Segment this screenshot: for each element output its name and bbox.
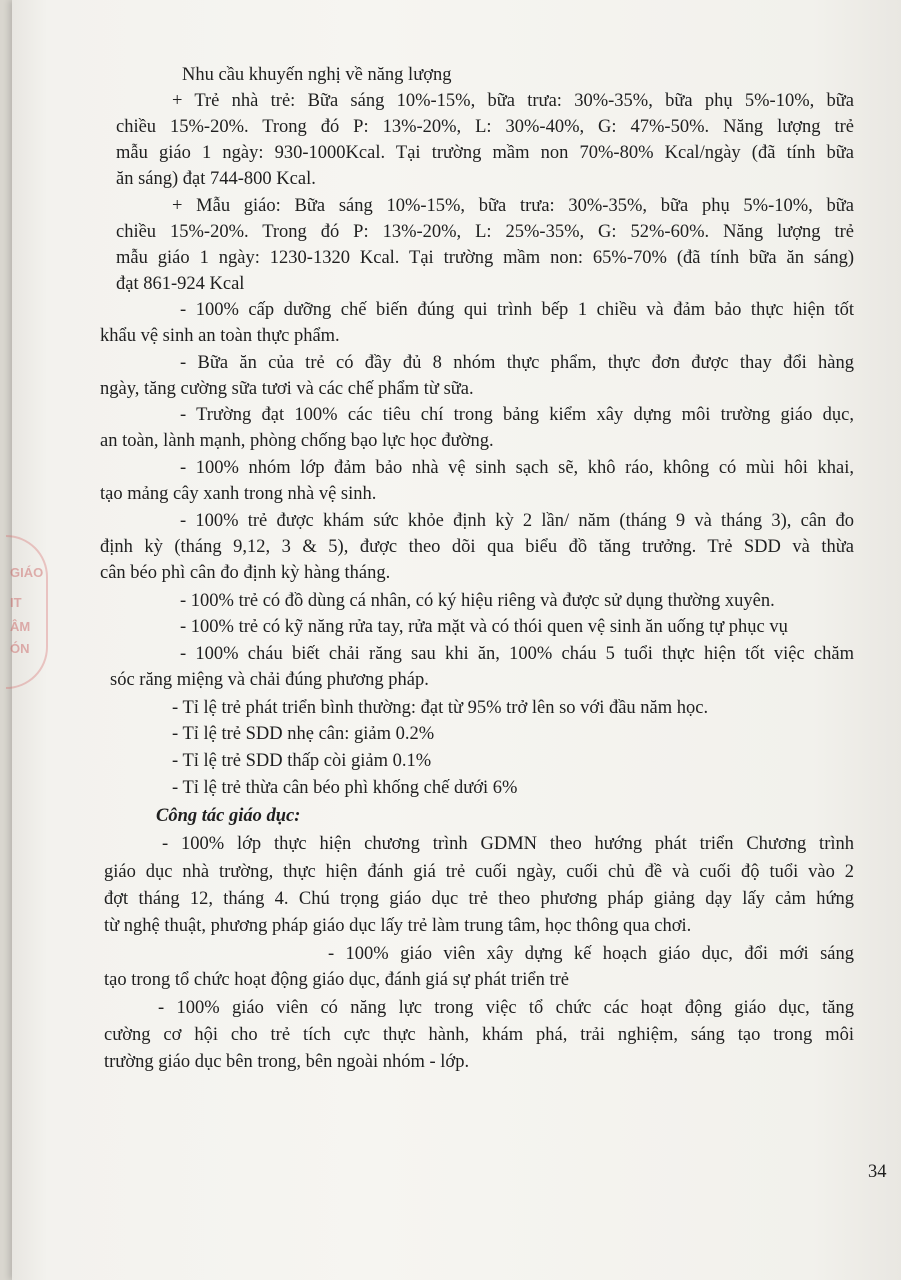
text-line: an toàn, lành mạnh, phòng chống bạo lực học đường.	[100, 431, 494, 451]
text-line: cân béo phì cân đo định kỳ hàng tháng.	[100, 563, 391, 583]
text-line: sóc răng miệng và chải đúng phương pháp.	[110, 670, 429, 690]
section-heading: Công tác giáo dục:	[156, 806, 301, 826]
text-line: - Bữa ăn của trẻ có đầy đủ 8 nhóm thực phẩm, thực đơn được thay đổi hàng	[180, 353, 854, 373]
stamp-text-4: ÓN	[10, 641, 30, 656]
text-line: ăn sáng) đạt 744-800 Kcal.	[116, 169, 316, 189]
text-line: khẩu vệ sinh an toàn thực phẩm.	[100, 326, 340, 346]
text-line: cường cơ hội cho trẻ tích cực thực hành, khám phá, trải nghiệm, sáng tạo trong môi	[104, 1025, 854, 1045]
text-line: đợt tháng 12, tháng 4. Chú trọng giáo dục trẻ theo phương pháp giảng dạy lấy cảm hứng	[104, 889, 854, 909]
text-line: - Tỉ lệ trẻ SDD nhẹ cân: giảm 0.2%	[172, 724, 435, 744]
text-line: Nhu cầu khuyến nghị về năng lượng	[182, 65, 452, 85]
text-line: mẫu giáo 1 ngày: 930-1000Kcal. Tại trường mầm non 70%-80% Kcal/ngày (đã tính bữa	[116, 143, 854, 163]
text-line: - 100% giáo viên có năng lực trong việc tổ chức các hoạt động giáo dục, tăng	[158, 998, 854, 1018]
text-line: ngày, tăng cường sữa tươi và các chế phẩm từ sữa.	[100, 379, 474, 399]
text-line: + Mẫu giáo: Bữa sáng 10%-15%, bữa trưa: 30%-35%, bữa phụ 5%-10%, bữa	[172, 196, 854, 216]
page-number: 34	[868, 1162, 887, 1182]
text-line: tạo trong tổ chức hoạt động giáo dục, đánh giá sự phát triển trẻ	[104, 970, 569, 990]
text-line: - 100% cháu biết chải răng sau khi ăn, 100% cháu 5 tuổi thực hiện tốt việc chăm	[180, 644, 854, 664]
text-line: định kỳ (tháng 9,12, 3 & 5), được theo dõi qua biểu đồ tăng trưởng. Trẻ SDD và thừa	[100, 537, 854, 557]
text-line: - 100% trẻ có kỹ năng rửa tay, rửa mặt và có thói quen vệ sinh ăn uống tự phục vụ	[180, 617, 788, 637]
text-line: - 100% cấp dưỡng chế biến đúng qui trình bếp 1 chiều và đảm bảo thực hiện tốt	[180, 300, 854, 320]
text-line: chiều 15%-20%. Trong đó P: 13%-20%, L: 30%-40%, G: 47%-50%. Năng lượng trẻ	[116, 117, 854, 137]
text-line: giáo dục nhà trường, thực hiện đánh giá trẻ cuối ngày, cuối chủ đề và cuối độ tuổi vào 2	[104, 862, 854, 882]
text-line: - Trường đạt 100% các tiêu chí trong bảng kiểm xây dựng môi trường giáo dục,	[180, 405, 854, 425]
text-line: - 100% trẻ được khám sức khỏe định kỳ 2 lần/ năm (tháng 9 và tháng 3), cân đo	[180, 511, 854, 531]
text-line: - 100% trẻ có đồ dùng cá nhân, có ký hiệu riêng và được sử dụng thường xuyên.	[180, 591, 775, 611]
stamp-text-3: ÂM	[10, 619, 31, 634]
text-line: tạo mảng cây xanh trong nhà vệ sinh.	[100, 484, 377, 504]
red-stamp	[6, 535, 48, 689]
document-page	[12, 0, 901, 1280]
text-line: - Tỉ lệ trẻ phát triển bình thường: đạt từ 95% trở lên so với đầu năm học.	[172, 698, 709, 718]
text-line: trường giáo dục bên trong, bên ngoài nhóm - lớp.	[104, 1052, 470, 1072]
text-line: - 100% lớp thực hiện chương trình GDMN theo hướng phát triển Chương trình	[162, 834, 854, 854]
text-line: mẫu giáo 1 ngày: 1230-1320 Kcal. Tại trường mầm non: 65%-70% (đã tính bữa ăn sáng)	[116, 248, 854, 268]
stamp-text-2: IT	[10, 595, 22, 610]
text-line: từ nghệ thuật, phương pháp giáo dục lấy trẻ làm trung tâm, học thông qua chơi.	[104, 916, 692, 936]
text-line: - 100% giáo viên xây dựng kế hoạch giáo dục, đổi mới sáng	[328, 944, 854, 964]
stamp-text-1: GIÁO	[10, 565, 44, 580]
text-line: - Tỉ lệ trẻ thừa cân béo phì khống chế dưới 6%	[172, 778, 518, 798]
text-line: - Tỉ lệ trẻ SDD thấp còi giảm 0.1%	[172, 751, 432, 771]
text-line: - 100% nhóm lớp đảm bảo nhà vệ sinh sạch sẽ, khô ráo, không có mùi hôi khai,	[180, 458, 854, 478]
text-line: chiều 15%-20%. Trong đó P: 13%-20%, L: 25%-35%, G: 52%-60%. Năng lượng trẻ	[116, 222, 854, 242]
text-line: + Trẻ nhà trẻ: Bữa sáng 10%-15%, bữa trưa: 30%-35%, bữa phụ 5%-10%, bữa	[172, 91, 854, 111]
text-line: đạt 861-924 Kcal	[116, 274, 245, 294]
